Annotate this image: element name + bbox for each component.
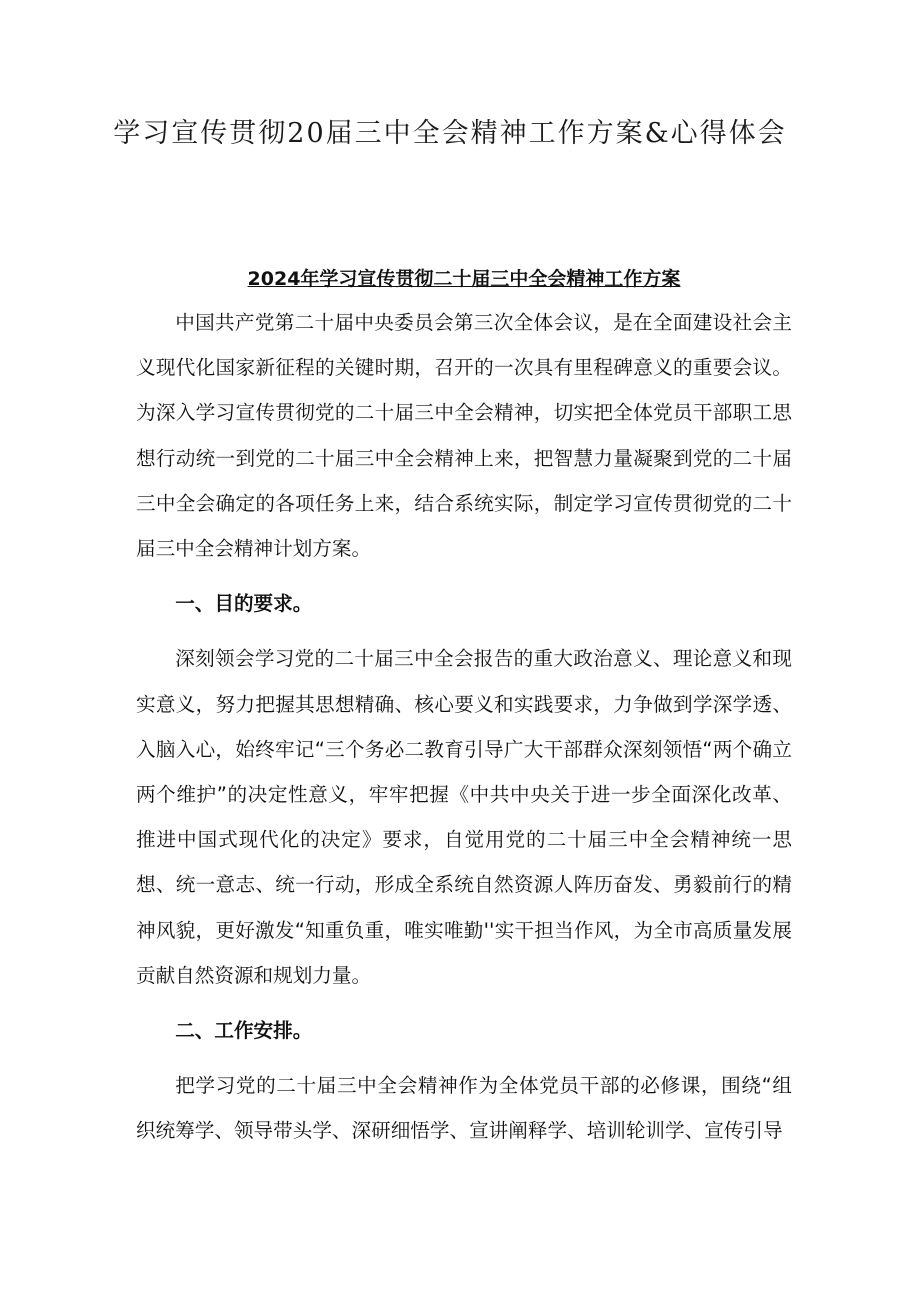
plan-title: 2024年学习宣传贯彻二十届三中全会精神工作方案 bbox=[247, 268, 681, 290]
document-title: 学习宣传贯彻20届三中全会精神工作方案&心得体会 bbox=[113, 118, 787, 149]
section-1-paragraph: 深刻领会学习党的二十届三中全会报告的重大政治意义、理论意义和现实意义，努力把握其思想精确、核心要义和实践要求，力争做到学深学透、入脑入心，始终牢记“三个务必二教育引导广大干部群众深刻领悟“两个确立两个维护”的决定性意义，牢牢把握《中共中央关于进一步全面深化改革、推进中国式现代化的决定》要求，自觉用党的二十届三中全会精神统一思想、统一意志、统一行动，形成全系统自然资源人阵历奋发、勇毅前行的精神风貌，更好激发“知重负重，唯实唯勤''实干担当作风，为全市高质量发展贡献自然资源和规划力量。 bbox=[136, 647, 792, 987]
section-2-paragraph: 把学习党的二十届三中全会精神作为全体党员干部的必修课，围绕“组织统筹学、领导带头学、深研细悟学、宣讲阐释学、培训轮训学、宣传引导 bbox=[136, 1074, 792, 1143]
document-body bbox=[136, 258, 792, 1154]
intro-paragraph: 中国共产党第二十届中央委员会第三次全体会议，是在全面建设社会主义现代化国家新征程的关键时期，召开的一次具有里程碑意义的重要会议。为深入学习宣传贯彻党的二十届三中全会精神，切实把全体党员干部职工思想行动统一到党的二十届三中全会精神上来，把智慧力量凝聚到党的二十届三中全会确定的各项任务上来，结合系统实际，制定学习宣传贯彻党的二十届三中全会精神计划方案。 bbox=[136, 311, 792, 561]
section-2-heading: 二、工作安排。 bbox=[175, 1019, 313, 1043]
section-1-heading: 一、目的要求。 bbox=[175, 592, 313, 616]
